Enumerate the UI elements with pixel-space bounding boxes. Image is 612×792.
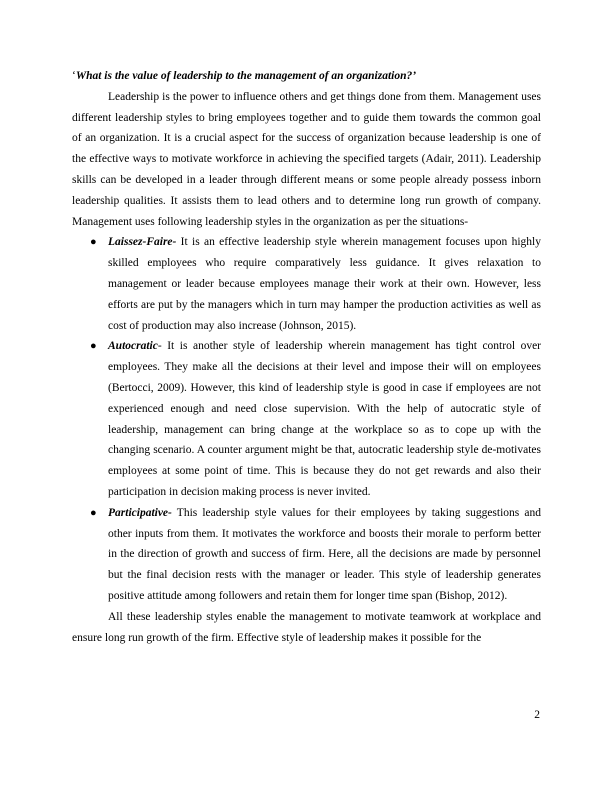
list-item-laissez-faire <box>72 232 541 336</box>
question-text: What is the value of leadership to the management of an organization?’ <box>75 70 417 82</box>
bullet-icon: ● <box>90 340 97 353</box>
page-content <box>72 66 541 648</box>
intro-paragraph: Leadership is the power to influence others and get things done from them. Management uses different leadership styles to bring employees together and to guide them towards the common goal of an organization. It is a crucial aspect for the success of organization because leadership is one of the effective ways to motivate workforce in achieving the specified targets (Adair, 2011). Leadership skills can be developed in a leader through different means or some people already possess inborn leadership qualities. It assists them to lead others and to determine long run growth of company. Management uses following leadership styles in the organization as per the situations- <box>72 90 541 228</box>
bullet-icon: ● <box>90 506 97 519</box>
term-participative: Participative- <box>108 506 172 519</box>
list-item-autocratic <box>72 336 541 502</box>
list-item-participative <box>72 503 541 607</box>
description-autocratic: - It is another style of leadership wherein management has tight control over employees. They make all the decisions at their level and impose their will on employees (Bertocci, 2009). However, this kind of leadership style is good in case if employees are not experienced enough and need close supervision. With the help of autocratic style of leadership, management can bring change at the workplace so as to cope up with the changing scenario. A counter argument might be that, autocratic leadership style de-motivates employees at some point of time. This is because they do not get rewards and also their participation in decision making process is never invited. <box>108 340 541 498</box>
page-number: 2 <box>534 709 540 721</box>
leadership-styles-list <box>72 232 541 606</box>
term-autocratic: Autocratic <box>108 340 158 353</box>
closing-paragraph: All these leadership styles enable the management to motivate teamwork at workplace and ensure long run growth of the firm. Effective style of leadership makes it possible for the <box>72 610 541 644</box>
description-participative: This leadership style values for their employees by taking suggestions and other inputs from them. It motivates the workforce and boosts their morale to perform better in the direction of growth and success of firm. Here, all the decisions are made by personnel but the final decision rests with the manager or leader. This style of leadership generates positive attitude among followers and retain them for longer time span (Bishop, 2012). <box>108 506 541 602</box>
term-laissez-faire: Laissez-Faire- <box>108 236 177 249</box>
question-heading <box>72 66 541 87</box>
question-open-quote: ‘ <box>72 70 76 82</box>
description-laissez-faire: It is an effective leadership style wherein management focuses upon highly skilled employees who require comparatively less guidance. It gives relaxation to management or leader because employees manage their work at their own. However, less efforts are put by the managers which in turn may hamper the production activities as well as cost of production may also increase (Johnson, 2015). <box>108 236 541 332</box>
bullet-icon: ● <box>90 236 97 249</box>
